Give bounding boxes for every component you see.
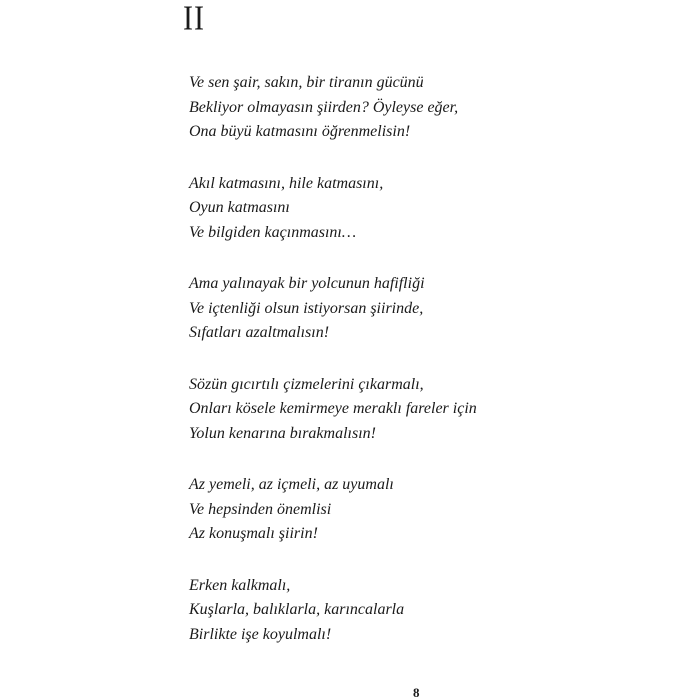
poem-line: Akıl katmasını, hile katmasını, xyxy=(189,174,384,192)
poem-line: Oyun katmasını xyxy=(189,199,290,216)
stanza-4 xyxy=(189,373,669,447)
poem-body xyxy=(189,71,669,674)
stanza-1 xyxy=(189,71,669,145)
poem-line: Ve bilgiden kaçınmasını… xyxy=(189,223,357,241)
section-heading: II xyxy=(183,0,205,38)
poem-line: Ve içtenliği olsun istiyorsan şiirinde, xyxy=(189,299,424,317)
poem-line: Onları kösele kemirmeye meraklı fareler için xyxy=(189,400,477,417)
stanza-3 xyxy=(189,272,669,346)
poem-line: Ona büyü katmasını öğrenmelisin! xyxy=(189,123,411,140)
page-number: 8 xyxy=(413,685,420,700)
poem-line: Ve hepsinden önemlisi xyxy=(189,500,332,518)
poem-line: Ama yalınayak bir yolcunun hafifliği xyxy=(189,275,425,292)
poem-line: Ve sen şair, sakın, bir tiranın gücünü xyxy=(189,74,424,91)
poem-line: Yolun kenarına bırakmalısın! xyxy=(189,424,376,442)
stanza-6 xyxy=(189,574,669,648)
poem-line: Erken kalkmalı, xyxy=(189,576,291,594)
poem-line: Sıfatları azaltmalısın! xyxy=(189,324,330,341)
poem-line: Az yemeli, az içmeli, az uyumalı xyxy=(189,476,394,493)
poem-line: Birlikte işe koyulmalı! xyxy=(189,625,332,643)
poem-line: Bekliyor olmayasın şiirden? Öyleyse eğer, xyxy=(189,98,459,116)
stanza-5 xyxy=(189,473,669,547)
stanza-2 xyxy=(189,172,669,246)
poem-line: Az konuşmalı şiirin! xyxy=(189,525,318,542)
poem-line: Sözün gıcırtılı çizmelerini çıkarmalı, xyxy=(189,375,424,393)
poem-line: Kuşlarla, balıklarla, karıncalarla xyxy=(189,601,405,618)
